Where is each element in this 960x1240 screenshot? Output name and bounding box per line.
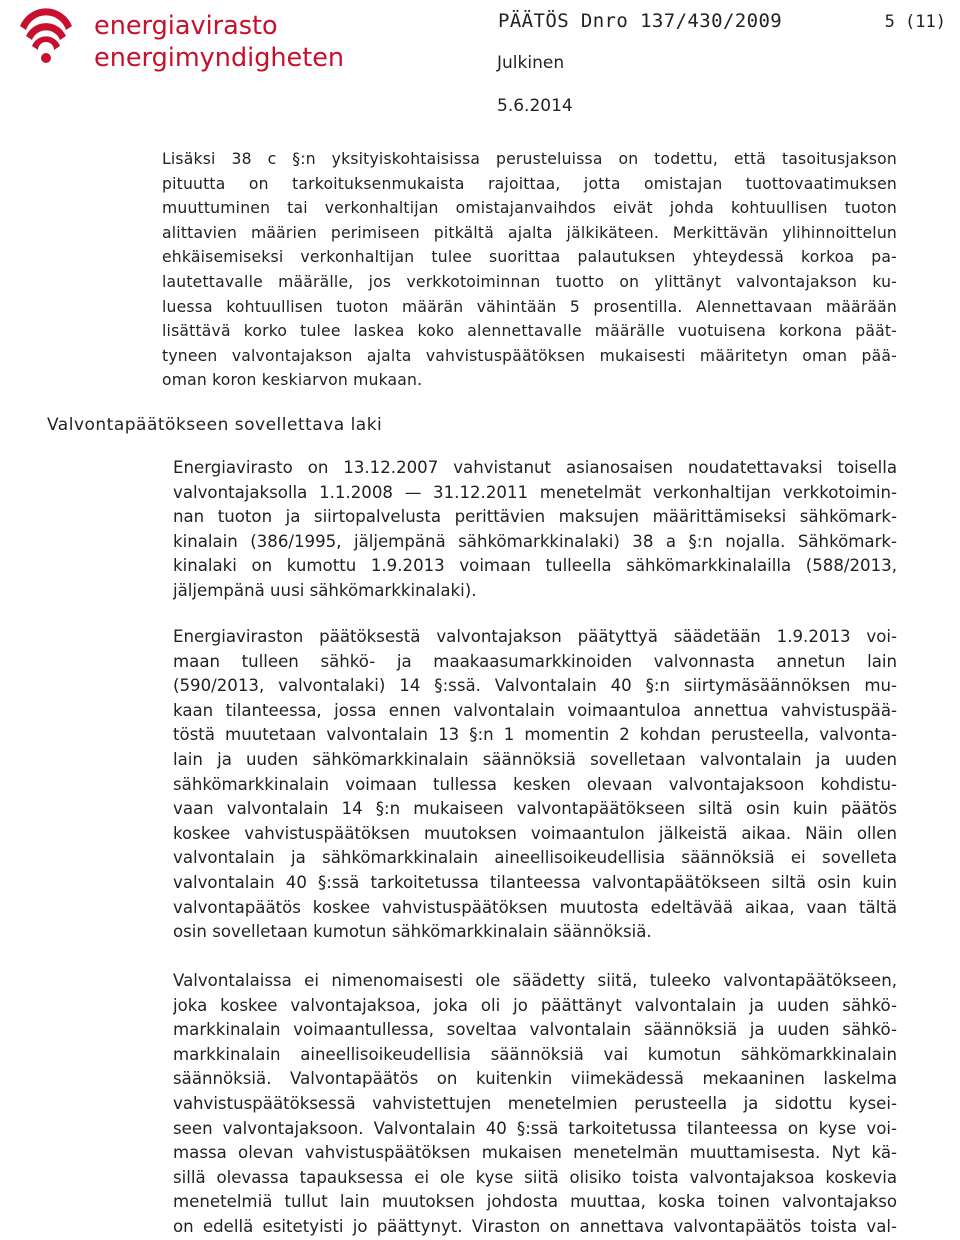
text-line: muuttuminen tai verkonhaltijan omistajanvaihdos eivät johda kohtuullisen tuoton — [162, 199, 897, 218]
energiavirasto-logo-icon — [10, 6, 86, 74]
paragraph-1 — [173, 456, 897, 604]
logo-line-sv: energimyndigheten — [94, 43, 345, 73]
text-line: alittavien määrien perimiseen pitkältä ajalta jälkikäteen. Merkittävän ylihinnoittelun — [162, 223, 897, 242]
text-line: lain ja uuden sähkömarkkinalain säännöksiä sovelletaan valvontalain ja uuden — [173, 749, 897, 769]
paragraph-3 — [173, 969, 897, 1240]
publicity-status: Julkinen — [497, 53, 565, 73]
text-line: kaan tilanteessa, jossa ennen valvontalain voimaantuloa annettua vahvistuspää- — [173, 700, 897, 720]
text-line: lautettavalle määrälle, jos verkkotoiminnan tuotto on ylittänyt valvontajakson ku- — [162, 272, 897, 291]
text-line: tyneen valvontajakson ajalta vahvistuspäätöksen mukaisesti määritetyn oman pää- — [162, 346, 897, 365]
text-line: kinalain (386/1995, jäljempänä sähkömarkkinalaki) 38 a §:n nojalla. Sähkömark- — [173, 531, 897, 551]
text-line: ehkäisemiseksi verkonhaltijan tulee suorittaa palautuksen yhteydessä korkoa pa- — [162, 248, 897, 267]
text-line: valvontajaksolla 1.1.2008 — 31.12.2011 menetelmät verkonhaltijan verkkotoimin- — [173, 482, 897, 502]
text-line: töstä muutetaan valvontalain 13 §:n 1 momentin 2 kohdan perusteella, valvonta- — [173, 725, 897, 745]
intro-paragraph — [162, 147, 897, 393]
document-date: 5.6.2014 — [497, 96, 573, 116]
text-line: nan tuoton ja siirtopalvelusta perittävien maksujen määrittämiseksi sähkömark- — [173, 507, 897, 527]
text-line: Valvontalaissa ei nimenomaisesti ole säädetty siitä, tuleeko valvontapäätökseen, — [173, 971, 897, 990]
text-line: kinalaki on kumottu 1.9.2013 voimaan tulleella sähkömarkkinalailla (588/2013, — [173, 556, 897, 576]
text-line: luessa kohtuullisen tuoton määrän vähintään 5 prosentilla. Alennettavaan määrään — [162, 297, 897, 316]
text-line: menetelmiä tullut lain muutoksen johdosta muuttaa, koska toinen valvontajakso — [173, 1192, 897, 1212]
text-line: markkinalain aineellisoikeudellisia säännöksiä vai kumotun sähkömarkkinalain — [173, 1044, 897, 1064]
document-title: PÄÄTÖS Dnro 137/430/2009 — [498, 10, 783, 32]
section-heading: Valvontapäätökseen sovellettava laki — [47, 415, 383, 435]
text-line: massa olevan vahvistuspäätöksen mukaisen menetelmän muuttamisesta. Nyt kä- — [173, 1143, 897, 1163]
text-line: lisättävä korko tulee laskea koko alennettavalle määrälle vuotuisena korkona päät- — [162, 322, 897, 341]
text-line: seen valvontajaksoon. Valvontalain 40 §:ssä tarkoitetussa tilanteessa on kyse voi- — [173, 1118, 897, 1138]
logo-line-fi: energiavirasto — [94, 11, 278, 41]
text-line: oman koron keskiarvon mukaan. — [162, 371, 423, 390]
text-line: säännöksiä. Valvontapäätös on kuitenkin viimekädessä mekaaninen laskelma — [173, 1069, 897, 1089]
text-line: osin sovelletaan kumotun sähkömarkkinalain säännöksiä. — [173, 922, 652, 942]
text-line: Energiaviraston päätöksestä valvontajakson päätyttyä säädetään 1.9.2013 voi- — [173, 627, 897, 646]
paragraph-2 — [173, 625, 897, 945]
text-line: valvontalain ja sähkömarkkinalain aineellisoikeudellisia säännöksiä ei sovelleta — [173, 848, 897, 868]
text-line: sillä olevassa tapauksessa ei ole kyse siitä olisiko toista valvontajaksoa koskevia — [173, 1167, 897, 1187]
text-line: Lisäksi 38 c §:n yksityiskohtaisissa perusteluissa on todettu, että tasoitusjakson — [162, 150, 897, 168]
text-line: Energiavirasto on 13.12.2007 vahvistanut asianosaisen noudatettavaksi toisella — [173, 458, 897, 477]
text-line: vahvistuspäätöksessä vahvistettujen menetelmien perusteella ja sidottu kysei- — [173, 1093, 897, 1113]
text-line: on edellä esitetyisti jo päättynyt. Viraston on annettava valvontapäätös toista val- — [173, 1216, 897, 1236]
text-line: vaan valvontalain 14 §:n mukaiseen valvontapäätökseen siltä osin kuin päätös — [173, 799, 897, 819]
text-line: koskee vahvistuspäätöksen muutoksen voimaantulon jälkeistä aikaa. Näin ollen — [173, 823, 897, 843]
text-line: jäljempänä uusi sähkömarkkinalaki). — [173, 580, 477, 600]
text-line: sähkömarkkinalain voimaan tullessa kesken olevaan valvontajaksoon kohdistu- — [173, 774, 897, 794]
text-line: maan tulleen sähkö- ja maakaasumarkkinoiden valvonnasta annetun lain — [173, 651, 897, 671]
text-line: (590/2013, valvontalaki) 14 §:ssä. Valvontalain 40 §:n siirtymäsäännöksen mu- — [173, 676, 897, 696]
text-line: joka koskee valvontajaksoa, joka oli jo päättänyt valvontalain ja uuden sähkö- — [173, 995, 897, 1015]
text-line: valvontapäätös koskee vahvistuspäätöksen muutosta edeltävää aikaa, vaan tältä — [173, 897, 897, 917]
page-number: 5 (11) — [884, 12, 946, 32]
logo-wordmark — [94, 10, 344, 74]
text-line: markkinalain voimaantullessa, soveltaa valvontalain säännöksiä ja uuden sähkö- — [173, 1020, 897, 1040]
text-line: pituutta on tarkoituksenmukaista rajoittaa, jotta omistajan tuottovaatimuksen — [162, 174, 897, 193]
text-line: valvontalain 40 §:ssä tarkoitetussa tilanteessa valvontapäätökseen siltä osin kuin — [173, 872, 897, 892]
